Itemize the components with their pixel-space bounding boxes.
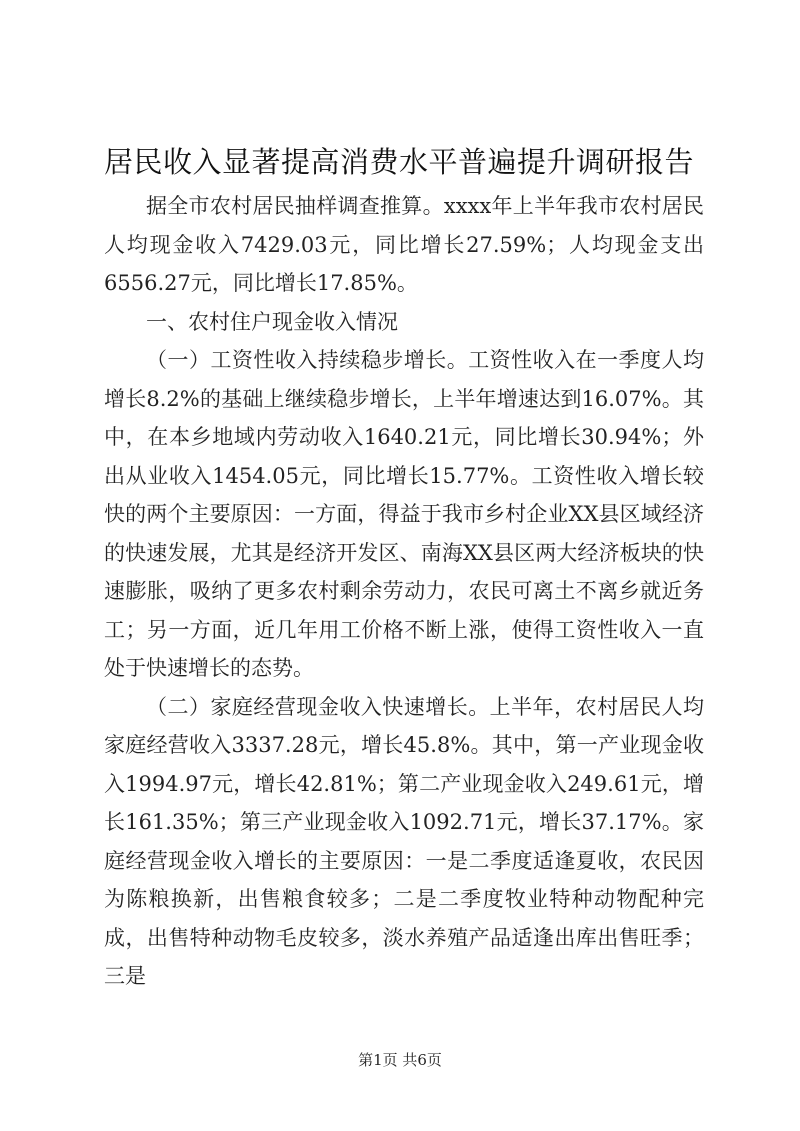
document-body (104, 187, 704, 996)
paragraph-wage-income: （一）工资性收入持续稳步增长。工资性收入在一季度人均增长8.2%的基础上继续稳步增长，上半年增速达到16.07%。其中，在本乡地域内劳动收入1640.21元，同比增长30.94%；外出从业收入1454.05元，同比增长15.77%。工资性收入增长较快的两个主要原因：一方面，得益于我市乡村企业XX县区域经济的快速发展，尤其是经济开发区、南海XX县区两大经济板块的快速膨胀，吸纳了更多农村剩余劳动力，农民可离土不离乡就近务工；另一方面，近几年用工价格不断上涨，使得工资性收入一直处于快速增长的态势。 (104, 348, 704, 680)
section-heading: 一、农村住户现金收入情况 (146, 309, 398, 334)
paragraph-household-income: （二）家庭经营现金收入快速增长。上半年，农村居民人均家庭经营收入3337.28元，增长45.8%。其中，第一产业现金收入1994.97元，增长42.81%；第二产业现金收入249.61元，增长161.35%；第三产业现金收入1092.71元，增长37.17%。家庭经营现金收入增长的主要原因：一是二季度适逢夏收，农民因为陈粮换新，出售粮食较多；二是二季度牧业特种动物配种完成，出售特种动物毛皮较多，淡水养殖产品适逢出库出售旺季；三是 (104, 694, 704, 988)
document-title: 居民收入显著提高消费水平普遍提升调研报告 (104, 145, 695, 179)
page-number: 第1页 共6页 (358, 1051, 442, 1069)
paragraph-intro: 据全市农村居民抽样调查推算。xxxx年上半年我市农村居民人均现金收入7429.03元，同比增长27.59%；人均现金支出6556.27元，同比增长17.85%。 (104, 194, 704, 295)
